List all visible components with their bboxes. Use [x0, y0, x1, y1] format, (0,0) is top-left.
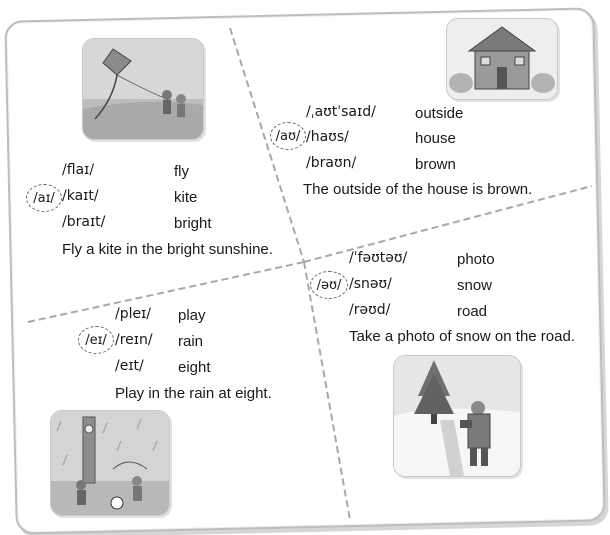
sentence-ou: Take a photo of snow on the road.	[349, 328, 575, 345]
word-brown: brown	[415, 156, 456, 173]
word-fly: fly	[174, 163, 189, 180]
ipa-bright: /braɪt/	[62, 214, 106, 230]
ipa-house: /haʊs/	[306, 129, 349, 145]
sentence-au: The outside of the house is brown.	[303, 181, 533, 198]
ipa-snow: /snəʊ/	[349, 276, 392, 292]
word-house: house	[415, 130, 456, 147]
sound-label-ou: /əʊ/	[310, 271, 348, 299]
rain-illustration	[50, 410, 170, 516]
word-play: play	[178, 307, 206, 324]
sound-label-ai: /aɪ/	[26, 184, 62, 212]
house-illustration	[446, 18, 558, 100]
ipa-play: /pleɪ/	[115, 306, 152, 322]
ipa-photo: /ˈfəʊtəʊ/	[349, 250, 408, 266]
sound-label-ei: /eɪ/	[78, 326, 114, 354]
sound-label-au: /aʊ/	[270, 122, 306, 150]
ipa-fly: /flaɪ/	[62, 162, 95, 178]
snow-photo-illustration	[393, 355, 521, 477]
word-outside: outside	[415, 105, 464, 122]
ipa-brown: /braʊn/	[306, 155, 357, 171]
ipa-rain: /reɪn/	[115, 332, 153, 348]
ipa-outside: /ˌaʊtˈsaɪd/	[306, 104, 376, 120]
ipa-kite: /kaɪt/	[62, 188, 99, 204]
word-rain: rain	[178, 333, 204, 350]
sentence-ei: Play in the rain at eight.	[115, 385, 272, 402]
word-bright: bright	[174, 215, 212, 232]
sentence-ai: Fly a kite in the bright sunshine.	[62, 241, 273, 258]
word-photo: photo	[457, 251, 495, 268]
kite-illustration	[82, 38, 204, 140]
word-snow: snow	[457, 277, 493, 294]
ipa-eight: /eɪt/	[115, 358, 144, 374]
word-road: road	[457, 303, 488, 320]
word-kite: kite	[174, 189, 198, 206]
ipa-road: /rəʊd/	[349, 302, 391, 318]
word-eight: eight	[178, 359, 211, 376]
